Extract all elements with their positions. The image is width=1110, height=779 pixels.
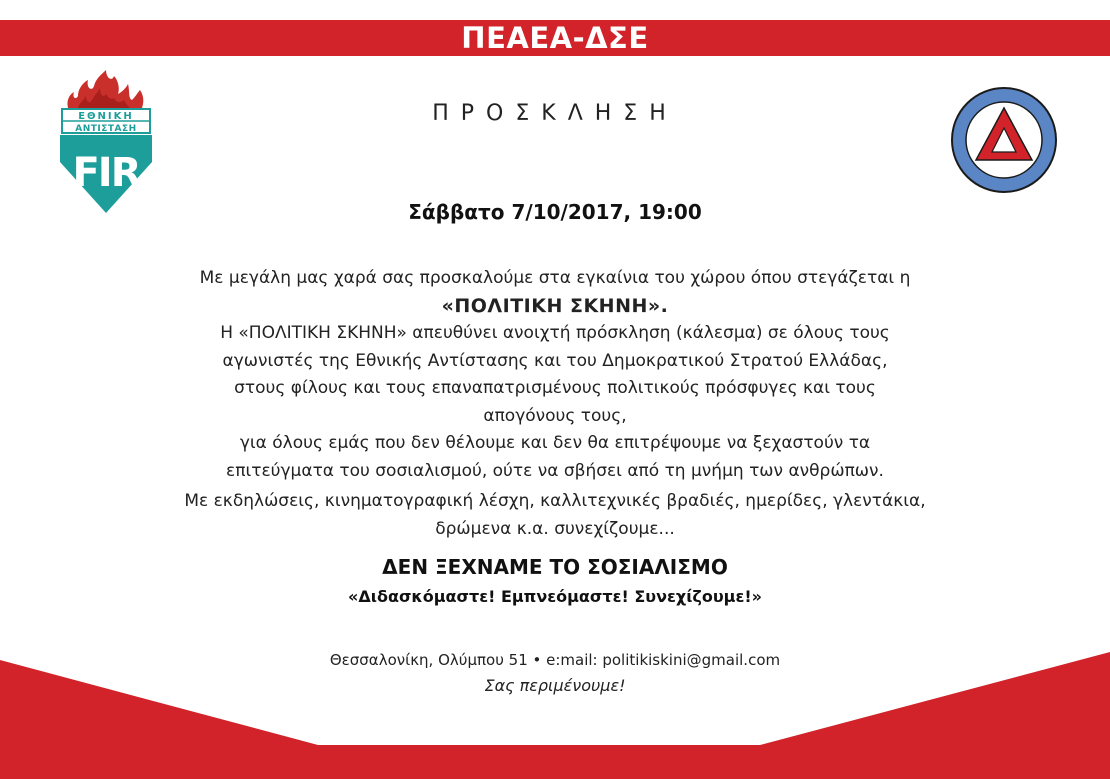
address-line: Θεσσαλονίκη, Ολύμπου 51 • e:mail: politikiskini@gmail.com [329, 651, 781, 669]
invitation-body [80, 265, 1030, 543]
body-line: για όλους εμάς που δεν θέλουμε και δεν θα επιτρέψουμε να ξεχαστούν τα [239, 433, 871, 453]
closing-line: Σας περιμένουμε! [484, 676, 626, 695]
event-date: Σάββατο 7/10/2017, 19:00 [408, 200, 702, 224]
body-line: Με εκδηλώσεις, κινηματογραφική λέσχη, καλλιτεχνικές βραδιές, ημερίδες, γλεντάκια, [184, 491, 926, 511]
body-line: στους φίλους και τους επαναπατρισμένους πολιτικούς πρόσφυγες και τους [234, 378, 876, 398]
body-line: αγωνιστές της Εθνικής Αντίστασης και του Δημοκρατικού Στρατού Ελλάδας, [222, 350, 888, 371]
subslogan: «Διδασκόμαστε! Εμπνεόμαστε! Συνεχίζουμε!» [348, 587, 762, 606]
logo-monogram: FIR [72, 150, 140, 196]
logo-line1: ΕΘΝΙΚΗ [78, 111, 134, 122]
ethniki-antistasi-logo-icon [58, 70, 154, 214]
header-title: ΠΕΑΕΑ-ΔΣΕ [461, 21, 649, 55]
invitation-title: ΠΡΟΣΚΛΗΣΗ [432, 101, 678, 126]
body-line: Με μεγάλη μας χαρά σας προσκαλούμε στα εγκαίνια του χώρου όπου στεγάζεται η [199, 268, 911, 288]
slogan: ΔΕΝ ΞΕΧΝΑΜΕ ΤΟ ΣΟΣΙΑΛΙΣΜΟ [382, 555, 728, 579]
venue-name: «ΠΟΛΙΤΙΚΗ ΣΚΗΝΗ». [441, 294, 669, 317]
body-line: επιτεύγματα του σοσιαλισμού, ούτε να σβήσει από τη μνήμη των ανθρώπων. [226, 460, 884, 481]
logo-line2: ΑΝΤΙΣΤΑΣΗ [75, 124, 137, 134]
body-line: απογόνους τους, [483, 405, 627, 426]
body-line: δρώμενα κ.α. συνεχίζουμε... [435, 518, 675, 539]
body-line: Η «ΠΟΛΙΤΙΚΗ ΣΚΗΝΗ» απευθύνει ανοιχτή πρόσκληση (κάλεσμα) σε όλους τους [220, 323, 890, 343]
